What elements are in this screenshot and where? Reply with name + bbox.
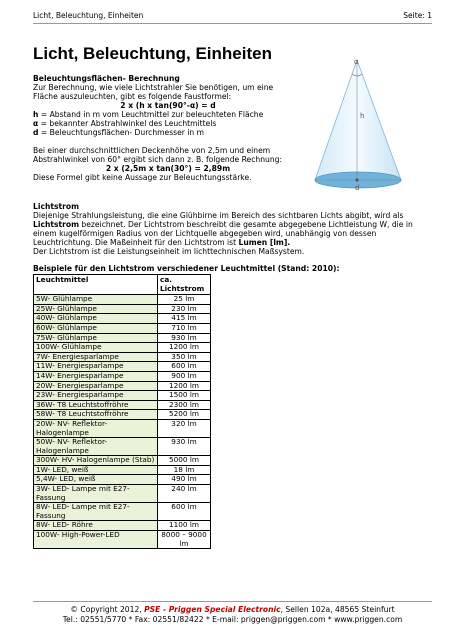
lichtstrom-cell: 8000 – 9000 lm [158, 531, 211, 549]
table-row [34, 391, 211, 401]
body-line: einem kugelförmigen Radius von der Lichtquelle abgegeben wird, unabhängig von dessen [33, 229, 377, 238]
leuchtmittel-cell: 8W- LED- Lampe mit E27-Fassung [34, 503, 158, 521]
cone-shape [315, 60, 401, 180]
lichtstrom-cell: 240 lm [158, 485, 211, 503]
h-label: h [360, 112, 365, 120]
lichtstrom-cell: 600 lm [158, 503, 211, 521]
lichtstrom-section [33, 202, 433, 256]
center-dot [355, 178, 358, 181]
table-row [34, 456, 211, 466]
leuchtmittel-cell: 75W- Glühlampe [34, 333, 158, 343]
lichtstrom-cell: 5000 lm [158, 456, 211, 466]
table-row [34, 295, 211, 305]
body-line: Der Lichtstrom ist die Leistungseinheit im lichttechnischen Maßsystem. [33, 247, 305, 256]
leuchtmittel-cell: 8W- LED- Röhre [34, 521, 158, 531]
d-label: d [355, 184, 360, 192]
lichtstrom-cell: 490 lm [158, 475, 211, 485]
lichtstrom-cell: 230 lm [158, 304, 211, 314]
table-row [34, 419, 211, 437]
section-heading: Beleuchtungsflächen- Berechnung [33, 74, 180, 83]
lichtstrom-cell: 2300 lm [158, 400, 211, 410]
leuchtmittel-cell: 58W- T8 Leuchtstoffröhre [34, 410, 158, 420]
table-body [34, 295, 211, 549]
leuchtmittel-cell: 36W- T8 Leuchtstoffröhre [34, 400, 158, 410]
lichtstrom-cell: 900 lm [158, 371, 211, 381]
leuchtmittel-cell: 25W- Glühlampe [34, 304, 158, 314]
lichtstrom-cell: 930 lm [158, 333, 211, 343]
table-row [34, 343, 211, 353]
table-row [34, 371, 211, 381]
body-line: Diejenige Strahlungsleistung, die eine Glühbirne im Bereich des sichtbaren Lichts abgibt, wird als [33, 211, 404, 220]
lichtstrom-cell: 710 lm [158, 323, 211, 333]
page-header [33, 9, 432, 24]
formula: 2 x (h x tan(90°-α) = d [120, 101, 216, 110]
leuchtmittel-cell: 11W- Energiesparlampe [34, 362, 158, 372]
leuchtmittel-cell: 20W- NV- Reflektor-Halogenlampe [34, 419, 158, 437]
leuchtmittel-cell: 20W- Energiesparlampe [34, 381, 158, 391]
note-line: Diese Formel gibt keine Aussage zur Beleuchtungsstärke. [33, 173, 252, 182]
lichtstrom-table [33, 274, 211, 549]
leuchtmittel-cell: 5,4W- LED, weiß [34, 475, 158, 485]
lichtstrom-cell: 320 lm [158, 419, 211, 437]
page-footer [33, 601, 432, 625]
table-row [34, 410, 211, 420]
table-row [34, 323, 211, 333]
leuchtmittel-cell: 50W- NV- Reflektor-Halogenlampe [34, 438, 158, 456]
page-title: Licht, Beleuchtung, Einheiten [33, 44, 272, 63]
calculation-section [33, 74, 303, 182]
intro-line: Zur Berechnung, wie viele Lichtstrahler Sie benötigen, um eine [33, 83, 274, 92]
body-line: Leuchtrichtung. Die Maßeinheit für den Lichtstrom ist Lumen [lm]. [33, 238, 291, 247]
table-caption: Beispiele für den Lichtstrom verschiedener Leuchtmittel (Stand: 2010): [33, 264, 340, 273]
lichtstrom-cell: 930 lm [158, 438, 211, 456]
leuchtmittel-cell: 14W- Energiesparlampe [34, 371, 158, 381]
lichtstrom-cell: 600 lm [158, 362, 211, 372]
column-header-lichtstrom: ca. Lichtstrom [158, 275, 211, 295]
leuchtmittel-cell: 3W- LED- Lampe mit E27-Fassung [34, 485, 158, 503]
lichtstrom-cell: 350 lm [158, 352, 211, 362]
lichtstrom-cell: 1200 lm [158, 381, 211, 391]
table-row [34, 438, 211, 456]
leuchtmittel-cell: 1W- LED, weiß [34, 465, 158, 475]
table-row [34, 503, 211, 521]
definition-alpha: α = bekannter Abstrahlwinkel des Leuchtmittels [33, 119, 217, 128]
leuchtmittel-cell: 7W- Energiesparlampe [34, 352, 158, 362]
example-line: Abstrahlwinkel von 60° ergibt sich dann z. B. folgende Rechnung: [33, 155, 283, 164]
header-title: Licht, Beleuchtung, Einheiten [33, 11, 144, 20]
example-line: Bei einer durchschnittlichen Deckenhöhe von 2,5m und einem [33, 146, 271, 155]
intro-line: Fläche auszuleuchten, gibt es folgende Faustformel: [33, 92, 232, 101]
definition-h: h = Abstand in m vom Leuchtmittel zur beleuchteten Fläche [33, 110, 264, 119]
lichtstrom-cell: 415 lm [158, 314, 211, 324]
page-number: Seite: 1 [403, 11, 432, 20]
leuchtmittel-cell: 300W- HV- Halogenlampe (Stab) [34, 456, 158, 466]
leuchtmittel-cell: 23W- Energiesparlampe [34, 391, 158, 401]
example-formula: 2 x (2,5m x tan(30°) = 2,89m [105, 164, 231, 173]
leuchtmittel-cell: 60W- Glühlampe [34, 323, 158, 333]
company-name: PSE - Priggen Special Electronic [144, 605, 281, 614]
leuchtmittel-cell: 100W- Glühlampe [34, 343, 158, 353]
lichtstrom-cell: 18 lm [158, 465, 211, 475]
table-row [34, 531, 211, 549]
leuchtmittel-cell: 100W- High-Power-LED [34, 531, 158, 549]
definition-d: d = Beleuchtungsflächen- Durchmesser in m [33, 128, 205, 137]
footer-line: © Copyright 2012, PSE - Priggen Special Electronic, Sellen 102a, 48565 Steinfurt [70, 605, 395, 614]
body-line: Lichtstrom bezeichnet. Der Lichtstrom beschreibt die gesamte abgegebene Lichtleistung W, die in [33, 220, 413, 229]
section-heading: Lichtstrom [33, 202, 80, 211]
leuchtmittel-cell: 5W- Glühlampe [34, 295, 158, 305]
lichtstrom-cell: 25 lm [158, 295, 211, 305]
lichtstrom-cell: 5200 lm [158, 410, 211, 420]
alpha-label: α [354, 58, 359, 66]
table-row [34, 362, 211, 372]
footer-contact: Tel.: 02551/5770 * Fax: 02551/82422 * E-mail: priggen@priggen.com * www.priggen.com [62, 615, 403, 624]
light-cone-diagram [309, 52, 417, 197]
table-row [34, 485, 211, 503]
lichtstrom-cell: 1200 lm [158, 343, 211, 353]
lichtstrom-cell: 1500 lm [158, 391, 211, 401]
leuchtmittel-cell: 40W- Glühlampe [34, 314, 158, 324]
column-header-leuchtmittel: Leuchtmittel [34, 275, 158, 295]
lichtstrom-cell: 1100 lm [158, 521, 211, 531]
